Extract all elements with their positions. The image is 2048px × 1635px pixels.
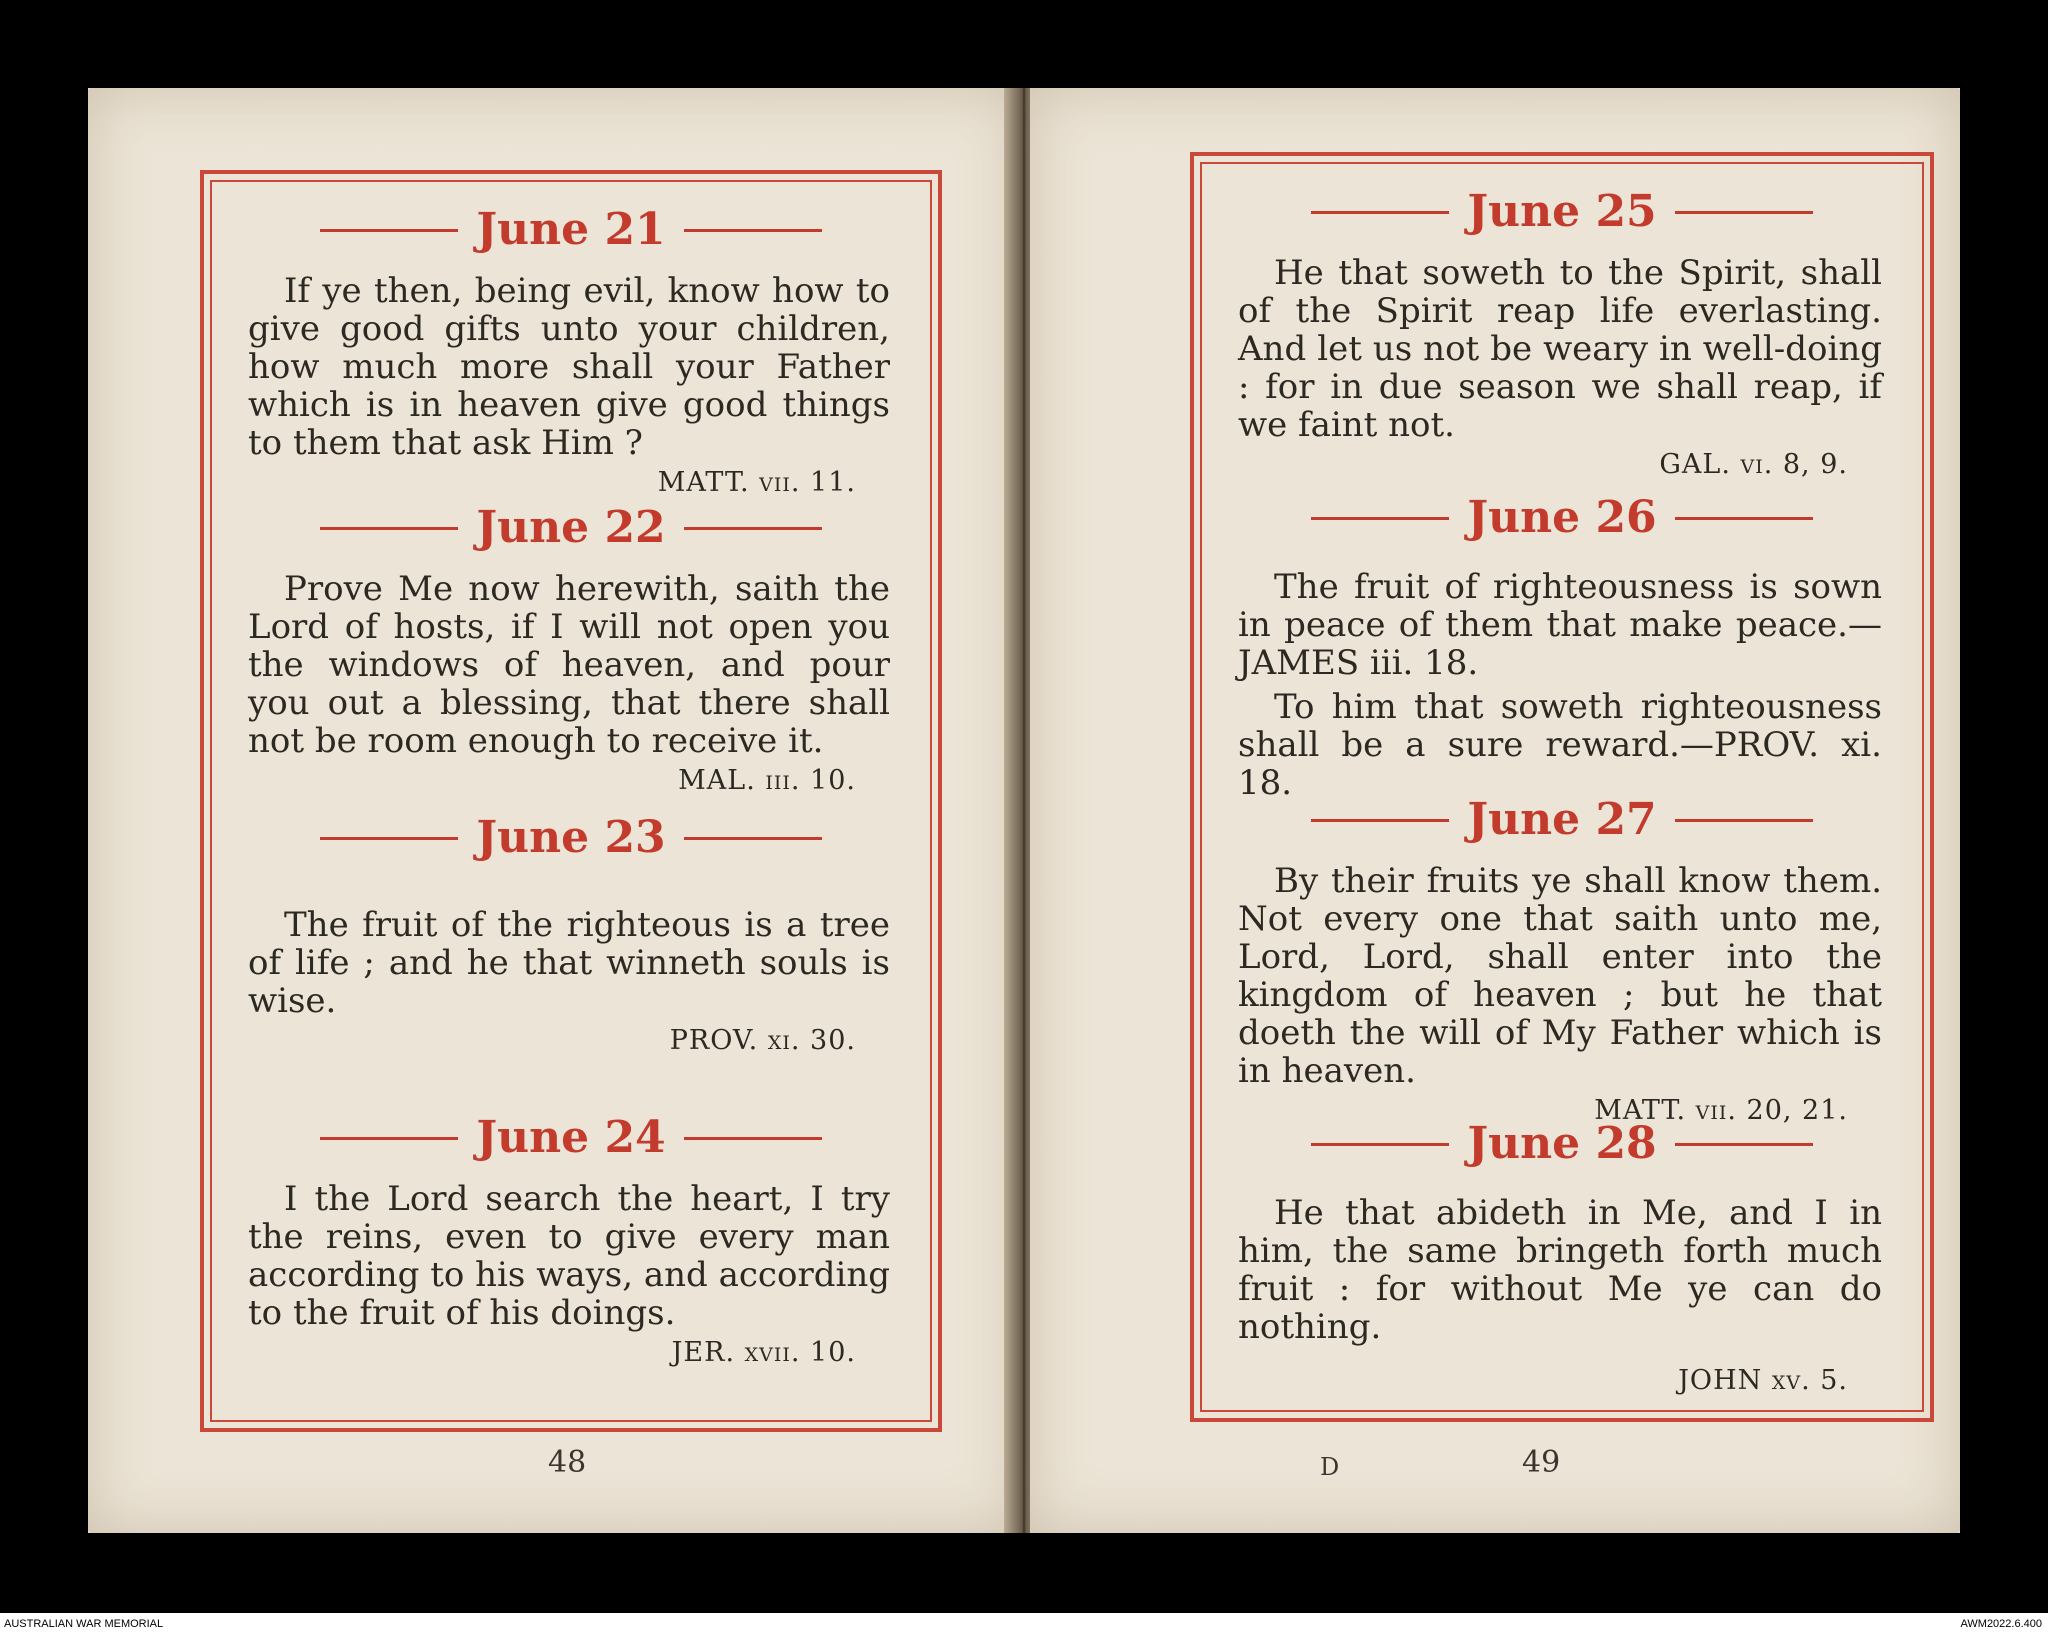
- verse-text-second: To him that soweth righteousness shall be a sure reward.—PROV. xi. 18.: [1238, 687, 1882, 803]
- date-heading: June 21: [204, 202, 938, 258]
- entry-june-27: [1194, 792, 1930, 1128]
- verse-reference: MATT. vii. 20, 21.: [1594, 1095, 1848, 1126]
- date-heading: June 26: [1194, 490, 1930, 546]
- entry-june-22: [204, 500, 938, 798]
- entry-june-25: [1194, 184, 1930, 482]
- date-heading: June 25: [1194, 184, 1930, 240]
- verse-reference: PROV. xi. 30.: [669, 1025, 856, 1056]
- page-number: 48: [548, 1445, 587, 1480]
- date-heading: June 24: [204, 1110, 938, 1166]
- date-heading: June 28: [1194, 1116, 1930, 1172]
- page-number: 49: [1522, 1445, 1561, 1480]
- right-page: [1030, 88, 1960, 1533]
- verse-reference: JER. xvii. 10.: [671, 1337, 856, 1368]
- entry-june-26: [1194, 490, 1930, 802]
- verse-text: He that abideth in Me, and I in him, the same bringeth forth much fruit : for without Me ye can do nothing.: [1238, 1193, 1882, 1347]
- left-page-border: [200, 170, 942, 1432]
- entry-june-21: [204, 202, 938, 500]
- open-book: [88, 88, 1960, 1533]
- entry-june-28: [1194, 1116, 1930, 1398]
- verse-reference: MAL. iii. 10.: [678, 765, 856, 796]
- verse-reference: JOHN xv. 5.: [1678, 1365, 1848, 1396]
- footer-credit: AUSTRALIAN WAR MEMORIAL: [4, 1618, 164, 1630]
- verse-text: By their fruits ye shall know them. Not every one that saith unto me, Lord, Lord, shall enter into the kingdom of heaven ; but he that doeth the will of My Father which is in heaven.: [1238, 861, 1882, 1091]
- footer-accession-number: AWM2022.6.400: [1960, 1618, 2042, 1630]
- left-page: [88, 88, 1018, 1533]
- verse-text: The fruit of righteousness is sown in peace of them that make peace.— JAMES iii. 18.: [1238, 567, 1882, 683]
- verse-text: I the Lord search the heart, I try the reins, even to give every man according to his ways, and according to the fruit of his doings.: [248, 1179, 890, 1333]
- entry-june-24: [204, 1110, 938, 1370]
- verse-text: He that soweth to the Spirit, shall of the Spirit reap life everlasting. And let us not be weary in well-doing : for in due season we shall reap, if we faint not.: [1238, 253, 1882, 445]
- right-page-border: [1190, 152, 1934, 1422]
- date-heading: June 23: [204, 810, 938, 866]
- verse-text: The fruit of the righteous is a tree of life ; and he that winneth souls is wise.: [248, 905, 890, 1021]
- verse-reference: MATT. vii. 11.: [657, 467, 856, 498]
- date-heading: June 27: [1194, 792, 1930, 848]
- verse-text: Prove Me now herewith, saith the Lord of hosts, if I will not open you the windows of heaven, and pour you out a blessing, that there shall not be room enough to receive it.: [248, 569, 890, 761]
- verse-reference: GAL. vi. 8, 9.: [1659, 449, 1848, 480]
- verse-text: If ye then, being evil, know how to give good gifts unto your children, how much more shall your Father which is in heaven give good things to them that ask Him ?: [248, 271, 890, 463]
- signature-mark: D: [1320, 1453, 1340, 1481]
- image-footer: [0, 1613, 2048, 1635]
- date-heading: June 22: [204, 500, 938, 556]
- entry-june-23: [204, 810, 938, 1058]
